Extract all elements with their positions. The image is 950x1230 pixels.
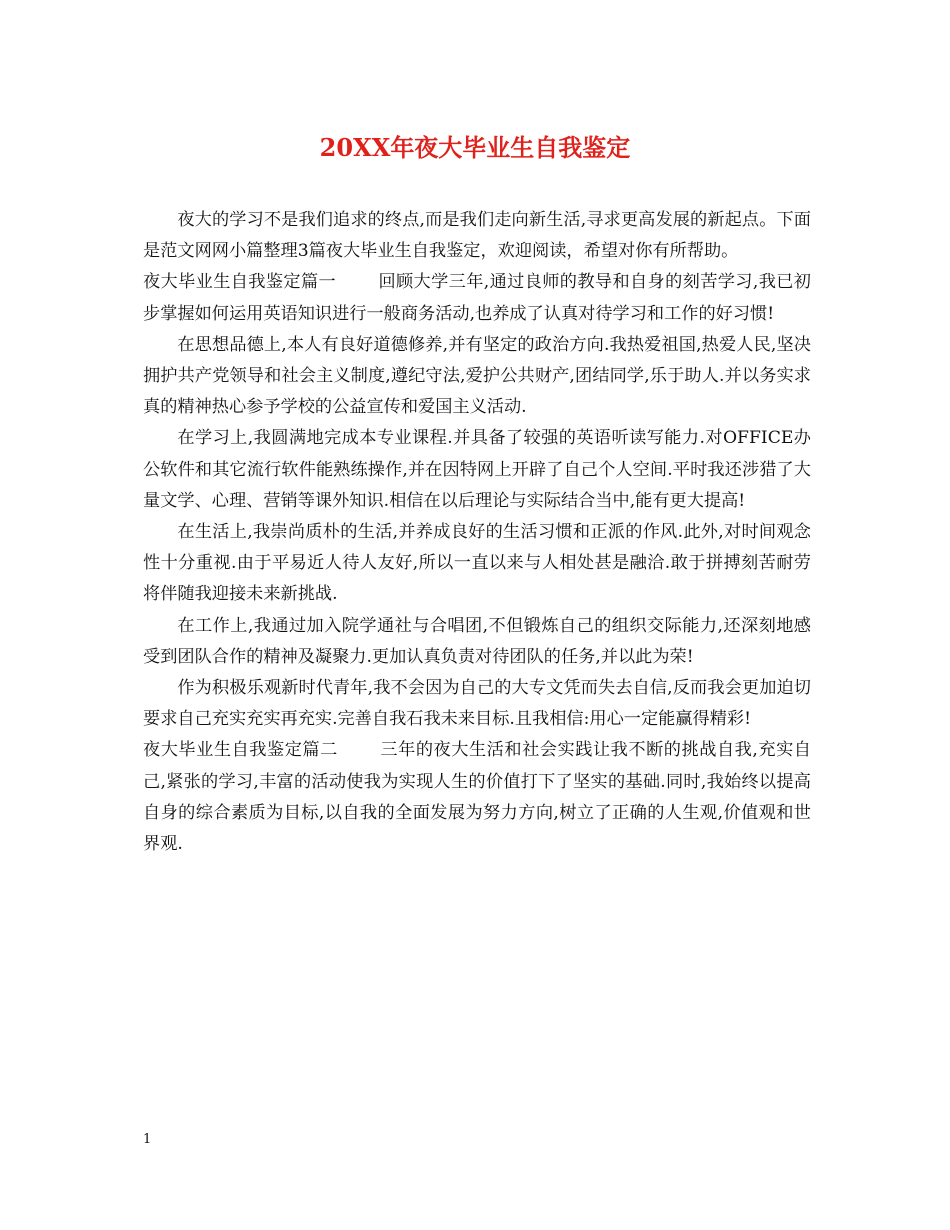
paragraph-text: 作为积极乐观新时代青年,我不会因为自己的大专文凭而失去自信,反而我会更加迫切要求自己充实充实再充实.完善自我石我未来目标.且我相信:用心一定能赢得精彩! (143, 678, 811, 730)
section-one-paragraph (143, 267, 811, 329)
section-heading: 夜大毕业生自我鉴定篇一 (143, 272, 337, 293)
section-heading: 夜大毕业生自我鉴定篇二 (143, 740, 338, 761)
page-number: 1 (143, 1132, 152, 1147)
paragraph-text: 在思想品德上,本人有良好道德修养,并有坚定的政治方向.我热爱祖国,热爱人民,坚决拥护共产党领导和社会主义制度,遵纪守法,爱护公共财产,团结同学,乐于助人.并以务实求真的精神热心参予学校的公益宣传和爱国主义活动. (143, 334, 811, 418)
study-paragraph (143, 423, 811, 517)
paragraph-text: 回顾大学三年,通过良师的教导和自身的刻苦学习,我已初步掌握如何运用英语知识进行一般商务活动,也养成了认真对待学习和工作的好习惯! (143, 272, 811, 324)
paragraph-text: 在工作上,我通过加入院学通社与合唱团,不但锻炼自己的组织交际能力,还深刻地感受到团队合作的精神及凝聚力.更加认真负责对待团队的任务,并以此为荣! (143, 615, 811, 667)
section-two-paragraph (143, 735, 811, 860)
intro-paragraph (143, 205, 811, 267)
paragraph-text: 在学习上,我圆满地完成本专业课程.并具备了较强的英语听读写能力.对OFFICE办公软件和其它流行软件能熟练操作,并在因特网上开辟了自己个人空间.平时我还涉猎了大量文学、心理、营销等课外知识.相信在以后理论与实际结合当中,能有更大提高! (143, 428, 811, 511)
work-paragraph (143, 611, 811, 673)
closing-paragraph (143, 673, 811, 735)
life-paragraph (143, 517, 811, 611)
document-body (143, 205, 811, 860)
paragraph-text: 在生活上,我崇尚质朴的生活,并养成良好的生活习惯和正派的作风.此外,对时间观念性十分重视.由于平易近人待人友好,所以一直以来与人相处甚是融洽.敢于拼搏刻苦耐劳将伴随我迎接未来新挑战. (143, 522, 811, 605)
document-title: 20XX年夜大毕业生自我鉴定 (319, 133, 631, 162)
paragraph-text: 夜大的学习不是我们追求的终点,而是我们走向新生活,寻求更高发展的新起点。下面是范文网网小篇整理3篇夜大毕业生自我鉴定，欢迎阅读，希望对你有所帮助。 (143, 210, 811, 262)
paragraph-text: 三年的夜大生活和社会实践让我不断的挑战自我,充实自己,紧张的学习,丰富的活动使我为实现人生的价值打下了坚实的基础.同时,我始终以提高自身的综合素质为目标,以自我的全面发展为努力方向,树立了正确的人生观,价值观和世界观. (143, 740, 811, 855)
ideology-paragraph (143, 330, 811, 424)
